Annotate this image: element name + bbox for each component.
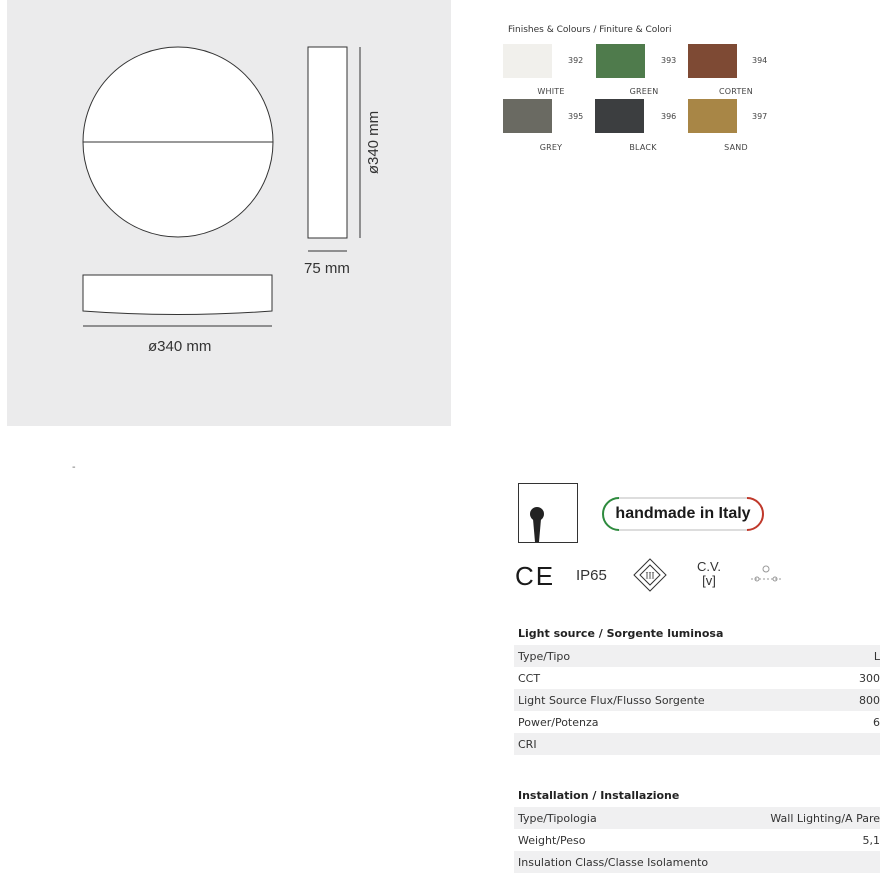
swatch-code: 395 <box>568 112 584 121</box>
cv-bottom: [v] <box>702 573 716 588</box>
wall-lamp-icon <box>518 483 578 543</box>
side-view <box>308 47 347 238</box>
table-row <box>514 807 880 829</box>
table-row <box>514 711 880 733</box>
swatch-code: 392 <box>568 56 584 65</box>
table-row <box>514 645 880 667</box>
swatch-code: 396 <box>661 112 677 121</box>
spec-value: L <box>873 650 880 663</box>
swatch-green <box>596 44 645 78</box>
swatch-black <box>595 99 644 133</box>
spec-value: 6 <box>873 716 880 729</box>
swatch-name: GREY <box>539 143 563 152</box>
spec-label: CRI <box>518 738 537 751</box>
ce-mark-icon: CE <box>515 561 556 591</box>
swatch-code: 394 <box>752 56 768 65</box>
stray-mark: - <box>72 462 76 473</box>
handmade-label: handmade in Italy <box>615 505 751 522</box>
swatch-white <box>503 44 552 78</box>
depth-dimension-label: 75 mm <box>304 260 350 277</box>
table-row <box>514 829 880 851</box>
swatch-code: 397 <box>752 112 768 121</box>
swatch-corten <box>688 44 737 78</box>
spec-label: Weight/Peso <box>518 834 586 847</box>
swatch-name: CORTEN <box>719 87 753 96</box>
spec-value: 5,1 <box>862 834 880 847</box>
ip-rating: IP65 <box>576 567 607 584</box>
spec-label: Light Source Flux/Flusso Sorgente <box>518 694 705 707</box>
spec-value: Wall Lighting/A Pare <box>770 812 880 825</box>
spec-label: CCT <box>518 672 541 685</box>
table-row <box>514 851 880 873</box>
table-row <box>514 667 880 689</box>
width-dimension-label: ø340 mm <box>148 338 212 355</box>
swatch-name: WHITE <box>537 87 565 96</box>
swatch-name: GREEN <box>629 87 659 96</box>
swatch-sand <box>688 99 737 133</box>
cv-top: C.V. <box>696 559 722 574</box>
spec-value: 300 <box>859 672 880 685</box>
swatch-name: SAND <box>724 143 748 152</box>
light-source-title: Light source / Sorgente luminosa <box>518 627 724 640</box>
top-view <box>83 275 272 315</box>
handmade-in-italy-badge <box>602 497 764 531</box>
technical-drawing <box>7 0 451 426</box>
class-numeral: III <box>645 570 655 581</box>
spec-label: Insulation Class/Classe Isolamento <box>518 856 709 869</box>
constant-voltage-mark <box>694 560 724 588</box>
swatch-grey <box>503 99 552 133</box>
spec-label: Type/Tipologia <box>518 812 597 825</box>
technical-drawing-panel <box>7 0 451 426</box>
height-dimension-label: ø340 mm <box>364 110 382 174</box>
swatch-name: BLACK <box>629 143 657 152</box>
spec-value: 800 <box>859 694 880 707</box>
mounting-icon <box>747 563 785 587</box>
insulation-class-icon <box>633 558 667 592</box>
spec-label: Type/Tipo <box>518 650 571 663</box>
table-row <box>514 689 880 711</box>
finishes-title: Finishes & Colours / Finiture & Colori <box>508 25 672 35</box>
table-row <box>514 733 880 755</box>
spec-label: Power/Potenza <box>518 716 599 729</box>
swatch-code: 393 <box>661 56 677 65</box>
installation-title: Installation / Installazione <box>518 789 680 802</box>
